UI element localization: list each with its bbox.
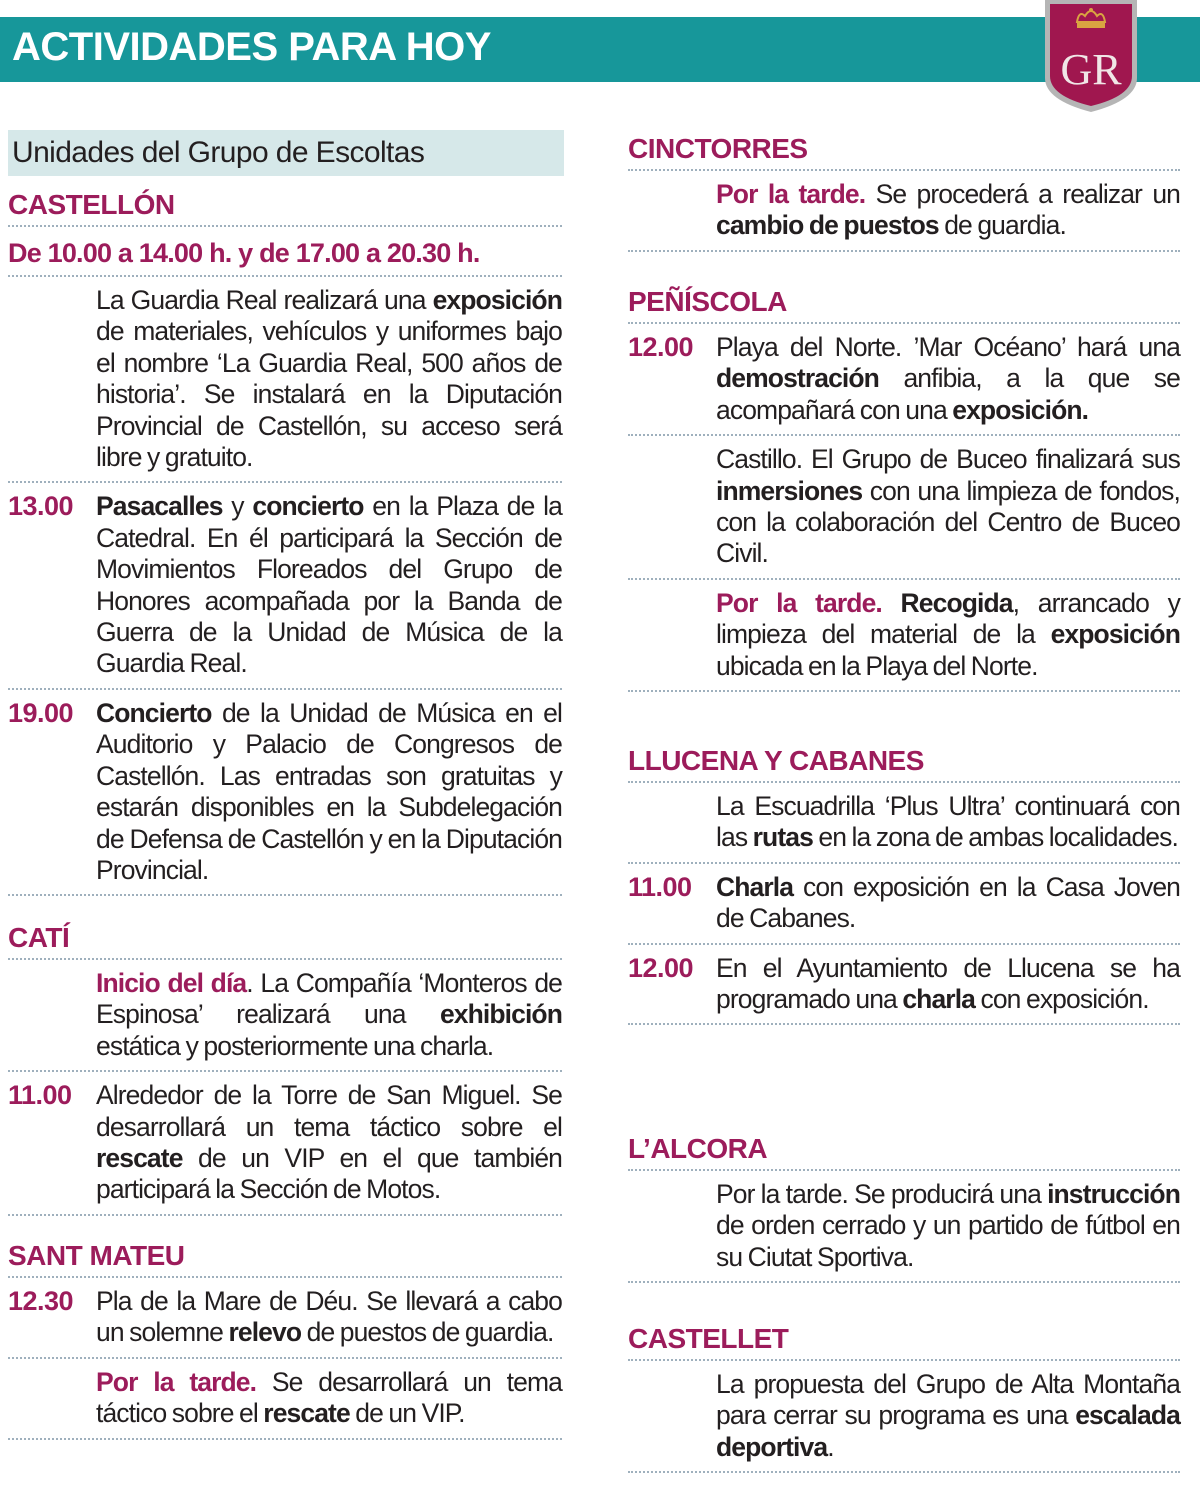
activity-description (96, 1286, 562, 1349)
header-banner (0, 17, 1200, 82)
activity-description (96, 1080, 562, 1206)
activity-time (628, 588, 716, 682)
text-run: en la Plaza de la Catedral. En él participará la Sección de Movimientos Floreados del Grupo de Honores acompañada por la Banda de Guerra de la Unidad de Música de la Guardia Real. (96, 491, 562, 679)
bold-text: cambio de puestos (716, 210, 939, 241)
text-run: de guardia. (938, 210, 1066, 241)
town-section (628, 1321, 1180, 1473)
activity-time (8, 285, 96, 473)
highlight-text: Por la tarde. (716, 587, 882, 618)
text-run: Por la tarde. Se producirá una (716, 1179, 1048, 1209)
bold-text: exposición. (952, 394, 1089, 425)
text-run: estática y posteriormente una charla. (96, 1030, 494, 1061)
town-heading: CATÍ (8, 920, 562, 960)
activity-description (96, 698, 562, 886)
bold-text: exposición (1050, 619, 1180, 650)
bold-text: rescate (263, 1398, 350, 1429)
activity-entry (628, 1361, 1180, 1473)
activity-entry (628, 1171, 1180, 1283)
activity-time: 11.00 (8, 1080, 72, 1111)
bold-text: exhibición (439, 999, 562, 1030)
bold-text: escalada deportiva (716, 1400, 1180, 1462)
activity-description (716, 1179, 1180, 1273)
activity-entry (8, 483, 562, 689)
text-run: ubicada en la Playa del Norte. (716, 650, 1038, 681)
activity-entry (628, 580, 1180, 692)
activity-time (8, 968, 96, 1062)
town-heading: CASTELLET (628, 1321, 1180, 1361)
activity-description (716, 332, 1180, 426)
town-heading: CASTELLÓN (8, 187, 562, 227)
bold-text: Concierto (96, 697, 212, 728)
activity-entry (8, 1359, 562, 1440)
activity-time (628, 444, 716, 570)
activity-entry (628, 783, 1180, 864)
activity-entry (628, 171, 1180, 252)
text-run: de un VIP. (349, 1398, 465, 1429)
activity-entry (8, 277, 562, 483)
text-run: , arrancado y limpieza del material de la (716, 587, 1180, 650)
text-run: con una limpieza de fondos, con la colaboración del Centro de Buceo Civil. (716, 475, 1180, 569)
activity-entry (8, 690, 562, 896)
activity-entry (8, 960, 562, 1072)
activity-description (96, 491, 562, 679)
activity-description (96, 1367, 562, 1430)
activity-time (628, 1179, 716, 1273)
activity-time: 19.00 (8, 697, 74, 728)
logo-monogram: GR (1060, 45, 1122, 94)
highlight-text: Por la tarde. (716, 179, 866, 209)
text-run: Se desarrollará un tema táctico sobre el (96, 1366, 562, 1429)
town-heading: L’ALCORA (628, 1131, 1180, 1171)
bold-text: relevo (228, 1317, 302, 1348)
section-subtitle: Unidades del Grupo de Escoltas (8, 130, 564, 176)
highlight-text: Inicio del día (96, 968, 247, 998)
bold-text: charla (902, 984, 976, 1015)
bold-text: Pasacalles (96, 491, 223, 522)
text-run: de un VIP en el que también participará la Sección de Motos. (96, 1143, 562, 1205)
town-section (8, 920, 562, 1216)
activity-time (628, 791, 716, 854)
activity-time: 12.30 (8, 1286, 74, 1316)
activity-description (96, 285, 562, 473)
page-title: ACTIVIDADES PARA HOY (12, 25, 491, 69)
text-run (882, 588, 901, 618)
text-run: Pla de la Mare de Déu. Se llevará a cabo un solemne (96, 1286, 562, 1348)
town-section (628, 743, 1180, 1025)
bold-text: Recogida (900, 587, 1013, 618)
activity-entry (628, 945, 1180, 1026)
bold-text: instrucción (1047, 1179, 1180, 1209)
text-run: de materiales, vehículos y uniformes bajo el nombre ‘La Guardia Real, 500 años de historia’. Se instalará en la Diputación Provincial de Castellón, su acceso será libre y gratuito. (96, 316, 562, 473)
text-run: anfibia, a la que se acompañará con una (716, 363, 1180, 425)
activity-description (716, 444, 1180, 570)
town-heading: SANT MATEU (8, 1238, 562, 1278)
text-run: Playa del Norte. ’Mar Océano’ hará una (716, 332, 1180, 362)
activity-entry (8, 1278, 562, 1359)
activity-entry (8, 1072, 562, 1216)
bold-text: inmersiones (716, 475, 863, 506)
text-run: con exposición en la Casa Joven de Cabanes. (716, 871, 1180, 934)
text-run: de la Unidad de Música en el Auditorio y Palacio de Congresos de Castellón. Las entradas son gratuitas y estarán disponibles en la Subdelegación de Defensa de Castellón y en la Diputación Provincial. (96, 697, 562, 885)
guardia-real-shield-logo (1043, 0, 1139, 112)
activity-entry (628, 324, 1180, 436)
text-run: Alrededor de la Torre de San Miguel. Se desarrollará un tema táctico sobre el (96, 1080, 562, 1142)
text-run: La Escuadrilla ‘Plus Ultra’ continuará con las (716, 791, 1180, 853)
bold-text: exposición (432, 285, 562, 315)
activity-time (628, 1369, 716, 1463)
town-section (628, 1131, 1180, 1283)
text-run: y (222, 491, 253, 522)
activity-description (716, 588, 1180, 682)
text-run: de orden cerrado y un partido de fútbol en su Ciutat Sportiva. (716, 1210, 1180, 1272)
town-section (8, 1238, 562, 1440)
activity-description (716, 953, 1180, 1016)
text-run: En el Ayuntamiento de Llucena se ha programado una (716, 952, 1180, 1015)
town-heading: CINCTORRES (628, 131, 1180, 171)
activity-time: 11.00 (628, 871, 692, 902)
town-heading: PEÑÍSCOLA (628, 284, 1180, 324)
activity-description (716, 872, 1180, 935)
text-run: La Guardia Real realizará una (96, 285, 433, 315)
activity-time: 12.00 (628, 332, 694, 362)
town-section (628, 131, 1180, 252)
bold-text: demostración (716, 363, 879, 394)
bold-text: rescate (96, 1143, 183, 1174)
bold-text: concierto (252, 491, 364, 522)
town-section (8, 187, 562, 896)
text-run: con exposición. (975, 984, 1149, 1015)
activity-description (716, 1369, 1180, 1463)
activity-description (96, 968, 562, 1062)
activity-time: 13.00 (8, 491, 74, 522)
town-heading: LLUCENA Y CABANES (628, 743, 1180, 783)
activity-time: 12.00 (628, 952, 694, 983)
activity-description (716, 791, 1180, 854)
highlight-text: Por la tarde. (96, 1366, 257, 1397)
town-section (628, 284, 1180, 692)
text-run: . La Compañía ‘Monteros de Espinosa’ realizará una (96, 968, 563, 1030)
activity-entry (628, 436, 1180, 580)
text-run: en la zona de ambas localidades. (812, 822, 1178, 853)
bold-text: rutas (752, 822, 813, 853)
text-run: Se procederá a realizar un (865, 179, 1180, 209)
bold-text: Charla (716, 871, 794, 902)
text-run: . (827, 1431, 834, 1462)
text-run: La propuesta del Grupo de Alta Montaña para cerrar su programa es una (716, 1369, 1180, 1431)
text-run: Castillo. El Grupo de Buceo finalizará sus (716, 444, 1180, 475)
activity-description (716, 179, 1180, 242)
activity-time (628, 179, 716, 242)
text-run: de puestos de guardia. (301, 1317, 554, 1348)
schedule-hours: De 10.00 a 14.00 h. y de 17.00 a 20.30 h. (8, 227, 562, 277)
activity-entry (628, 864, 1180, 945)
activity-time (8, 1367, 96, 1430)
